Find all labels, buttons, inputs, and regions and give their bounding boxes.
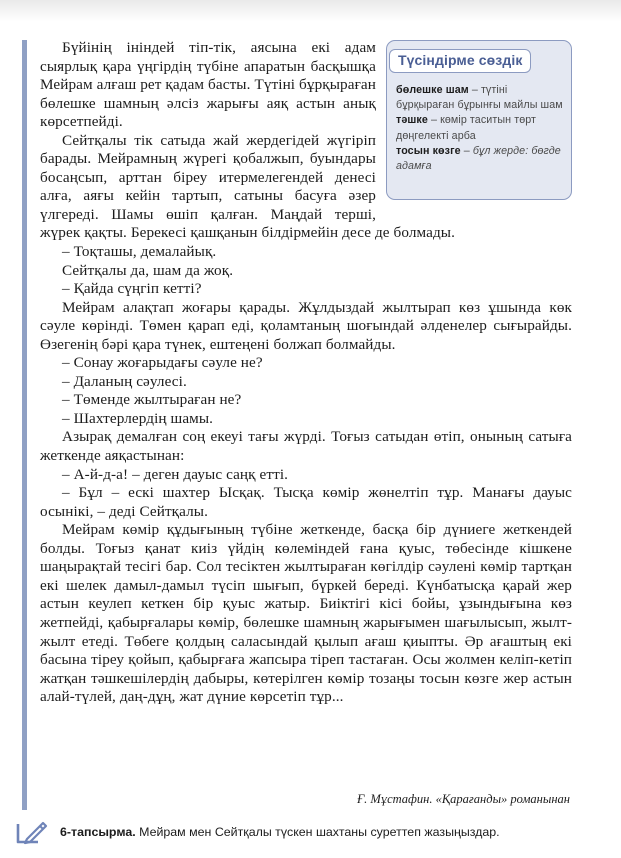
dialogue-line: Сейтқалы да, шам да жоқ.: [62, 261, 234, 279]
paragraph: Мейрам алақтап жоғары қарады. Жұлдыздай жылтырап көз ұшында көк сәуле көрінді. Төмен қарап еді, қоламтаның шоғындай әлденелер сығырайды. Өзегенің бәрі қара түнек, ештеңені болжап болмайды.: [40, 298, 572, 353]
glossary-term: тосын көзге: [396, 144, 461, 157]
top-page-edge: [0, 0, 621, 22]
glossary-separator: –: [427, 114, 441, 127]
dialogue-line: – А-й-д-а! – деген дауыс саңқ етті.: [62, 465, 289, 483]
glossary-entry: [396, 83, 563, 113]
glossary-term: бөлешке шам: [396, 84, 469, 96]
glossary-box: [386, 40, 572, 200]
dialogue-line: – Шахтерлердің шамы.: [62, 409, 214, 427]
paragraph: Азырақ демалған соң екеуі тағы жүрді. Тоғыз сатыдан өтіп, онының сатыға жеткенде аяқастынан:: [40, 428, 572, 465]
task-line: [14, 818, 604, 846]
paragraph: Мейрам көмір құдығының түбіне жеткенде, басқа бір дүниеге жеткендей болды. Тоғыз қанат киіз үйдің көлеміндей ғана қуыс, төбесінде кішкене шаңырақтай тесігі бар. Сол тесіктен жылтыраған көгілдір сәулені көмір тартқан екі шелек дамыл-дамыл түсіп шығып, бүркей береді. Күнбатысқа қарай жер астын кеулеп кеткен бір қуыс жатыр. Биіктігі кісі бойы, ұзындығына көз жетпейді, қабырғалары көмір, бөлешке шамның жарығымен шағылысып, жылт-жылт етеді. Төбеге қолдың саласындай қылып ағаш қиыпты. Әр ағаштың екі басына тіреу қойып, қабырғаға жапсыра тіреп тастаған. Осы жолмен келіп-кетіп жатқан тәшкешілердің дабыры, көтерілген көмір тозаңы тосын көзге жер астын алай-түлей, даң-дұң, жат дүние көрсетіп тұр...: [40, 521, 572, 706]
paragraph: Сейтқалы тік сатыда жай жердегідей жүгіріп барады. Мейрамның жүрегі қобалжып, буындары босаңсып, арттан біреу итермелегендей денесі алға, аяғы кейін тартып, сатыны басуға әзер үлгереді. Шамы өшіп қалған. Маңдай терші, жүрек қақты. Берекесі қашқанын білдірмейін десе де болмады.: [40, 131, 456, 242]
glossary-definition: түтіні бұрқыраған бұрынғы майлы шам: [396, 84, 563, 112]
glossary-separator: –: [468, 84, 481, 96]
glossary-title: Түсіндірме сөздік: [389, 49, 531, 73]
task-text: [60, 818, 500, 846]
glossary-entry: [396, 144, 563, 174]
glossary-term: тәшке: [396, 114, 428, 127]
dialogue-line: – Қайда сүңгіп кетті?: [62, 280, 202, 298]
glossary-separator: –: [460, 144, 473, 157]
task-label: 6-тапсырма.: [60, 825, 136, 839]
dialogue-line: – Тоқташы, демалайық.: [62, 243, 217, 261]
paragraph: – Бұл – ескі шахтер Ысқақ. Тысқа көмір жөнелтіп тұр. Манағы дауыс осынікі, – деді Сейтқалы.: [40, 484, 572, 520]
glossary-entries: [396, 83, 563, 174]
glossary-definition: бұл жерде: бөгде адамға: [396, 144, 561, 173]
paragraph: Бүйінің ініндей тіп-тік, аясына екі адам сыярлық қара үңгірдің түбіне апаратын басқышқа Мейрам алғаш рет қадам басты. Түтіні бұрқыраған бөлешке шамның әлсіз жарығы аяқ астын анық көрсетпейді.: [40, 39, 376, 131]
margin-accent-bar: [22, 40, 27, 810]
pencil-icon: [14, 818, 48, 846]
glossary-definition: көмір таситын төрт дөңгелекті арба: [396, 114, 537, 142]
source-citation: Ғ. Мұстафин. «Қарағанды» романынан: [357, 792, 570, 806]
task-description: Мейрам мен Сейтқалы түскен шахтаны суреттеп жазыңыздар.: [135, 825, 500, 839]
story-text: [40, 39, 572, 707]
dialogue-line: – Төменде жылтыраған не?: [62, 391, 242, 409]
glossary-entry: [396, 113, 563, 143]
dialogue-line: – Даланың сәулесі.: [62, 372, 187, 390]
dialogue-line: – Сонау жоғарыдағы сәуле не?: [62, 354, 263, 372]
